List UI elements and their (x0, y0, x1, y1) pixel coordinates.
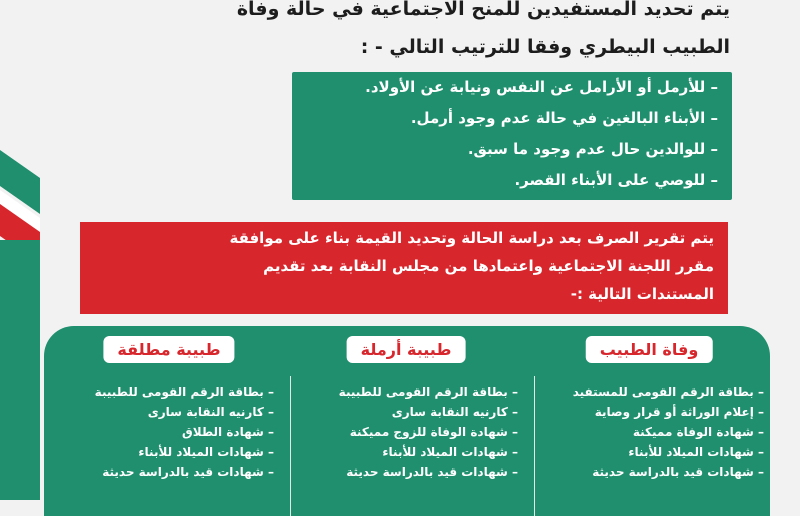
notice-line: يتم تقرير الصرف بعد دراسة الحالة وتحديد القيمة بناء على موافقة (229, 229, 714, 247)
beneficiary-item: – للوصي على الأبناء القصر. (514, 171, 718, 189)
document-item: – شهادات قيد بالدراسة حديثة (346, 465, 518, 479)
document-item: – شهادات قيد بالدراسة حديثة (102, 465, 274, 479)
document-item: – شهادات الميلاد للأبناء (138, 445, 274, 459)
document-item: – بطاقة الرقم القومى للطبيبة (338, 385, 518, 399)
document-item: – شهادات قيد بالدراسة حديثة (592, 465, 764, 479)
column-header: طبيبة مطلقة (103, 336, 234, 363)
document-item: – شهادات الميلاد للأبناء (628, 445, 764, 459)
column-header: طبيبة أرملة (347, 336, 466, 363)
beneficiary-item: – الأبناء البالغين في حالة عدم وجود أرمل. (410, 109, 718, 127)
document-item: – شهادة الوفاة مميكنة (632, 425, 764, 439)
column-header: وفاة الطبيب (586, 336, 713, 363)
beneficiary-item: – للأرمل أو الأرامل عن النفس ونيابة عن الأولاد. (365, 78, 718, 96)
document-item: – شهادة الوفاة للزوج مميكنة (349, 425, 518, 439)
document-item: – بطاقة الرقم القومى للطبيبة (94, 385, 274, 399)
document-item: – بطاقة الرقم القومى للمستفيد (572, 385, 764, 399)
notice-line: المستندات التالية :- (570, 285, 714, 303)
decor-green-band (0, 240, 40, 500)
column-widow-doctor (294, 326, 518, 506)
page-title (50, 0, 730, 66)
column-divider (534, 376, 535, 516)
document-item: – كارنيه النقابة سارى (391, 405, 518, 419)
document-item: – شهادة الطلاق (182, 425, 274, 439)
document-item: – كارنيه النقابة سارى (147, 405, 274, 419)
notice-line: مقرر اللجنة الاجتماعية واعتمادها من مجلس النقابة بعد تقديم (263, 257, 714, 275)
document-item: – إعلام الوراثة أو قرار وصاية (594, 405, 764, 419)
documents-panel (44, 326, 770, 516)
notice-box (80, 222, 728, 314)
column-divorced-doctor (64, 326, 274, 506)
document-item: – شهادات الميلاد للأبناء (382, 445, 518, 459)
column-doctor-death (534, 326, 764, 506)
title-line: يتم تحديد المستفيدين للمنح الاجتماعية في حالة وفاة (236, 0, 730, 20)
title-line: الطبيب البيطري وفقا للترتيب التالي - : (360, 36, 730, 58)
beneficiary-item: – للوالدين حال عدم وجود ما سبق. (467, 140, 718, 158)
column-divider (290, 376, 291, 516)
beneficiaries-box (292, 72, 732, 200)
